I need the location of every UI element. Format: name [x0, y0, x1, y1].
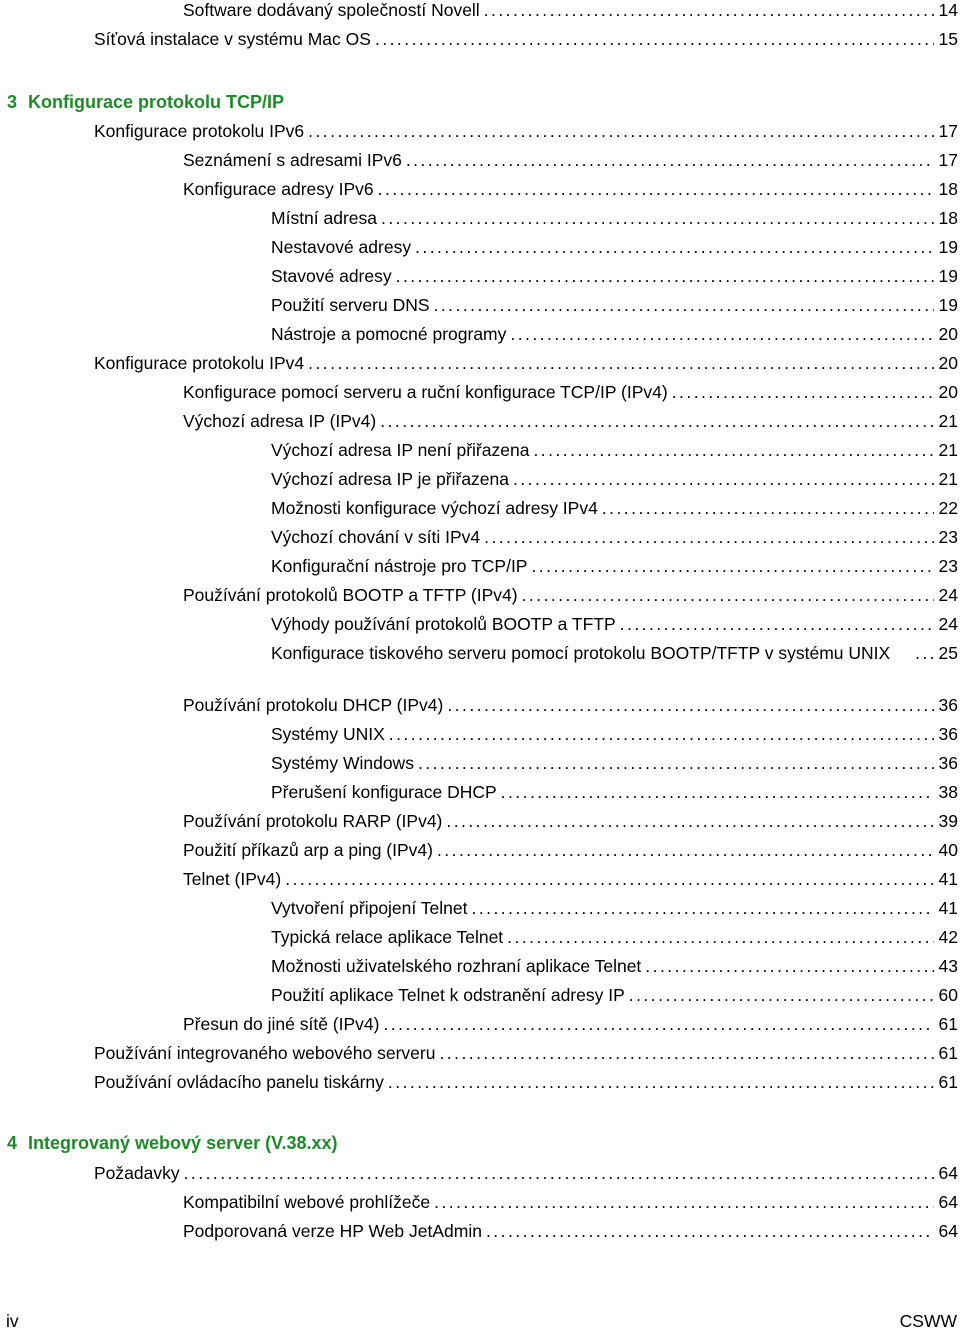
toc-entry[interactable]	[183, 1218, 958, 1244]
toc-entry-title: Výchozí adresa IP je přiřazena	[271, 469, 510, 489]
toc-entry[interactable]	[183, 0, 958, 23]
toc-entry-page: 21	[938, 440, 958, 460]
toc-entry-title: Telnet (IPv4)	[183, 869, 282, 889]
toc-entry-title: Konfigurace tiskového serveru pomocí protokolu BOOTP/TFTP v systému UNIX	[271, 643, 891, 663]
dot-leader	[915, 640, 934, 666]
toc-entry-page: 19	[938, 237, 958, 257]
toc-entry[interactable]	[271, 495, 958, 521]
toc-entry[interactable]	[183, 837, 958, 863]
toc-entry-page: 19	[938, 266, 958, 286]
toc-entry-page: 61	[938, 1043, 958, 1063]
footer-label: CSWW	[899, 1311, 957, 1331]
dot-leader	[389, 721, 934, 747]
toc-entry-title: Vytvoření připojení Telnet	[271, 898, 468, 918]
page-number: iv	[6, 1311, 19, 1331]
dot-leader	[484, 524, 934, 550]
toc-entry-title: Konfigurace adresy IPv6	[183, 179, 374, 199]
toc-entry[interactable]	[183, 582, 958, 608]
toc-entry-page: 15	[938, 29, 958, 49]
toc-entry-page: 18	[938, 208, 958, 228]
toc-entry[interactable]	[183, 379, 958, 405]
dot-leader	[184, 1160, 934, 1186]
toc-entry-title: Kompatibilní webové prohlížeče	[183, 1192, 431, 1212]
toc-entry-page: 39	[938, 811, 958, 831]
toc-entry-title: Výhody používání protokolů BOOTP a TFTP	[271, 614, 616, 634]
chapter-title: Konfigurace protokolu TCP/IP	[28, 92, 285, 112]
toc-entry-page: 25	[938, 643, 958, 663]
dot-leader	[629, 982, 934, 1008]
toc-entry[interactable]	[183, 866, 958, 892]
toc-entry-page: 42	[938, 927, 958, 947]
toc-entry-title: Výchozí adresa IP není přiřazena	[271, 440, 530, 460]
toc-entry-page: 36	[938, 695, 958, 715]
toc-entry-title: Seznámení s adresami IPv6	[183, 150, 402, 170]
toc-entry[interactable]	[271, 321, 958, 347]
dot-leader	[418, 750, 934, 776]
dot-leader	[645, 953, 934, 979]
toc-entry-title: Přesun do jiné sítě (IPv4)	[183, 1014, 380, 1034]
toc-entry[interactable]	[94, 118, 958, 144]
dot-leader	[380, 408, 934, 434]
dot-leader	[439, 1040, 934, 1066]
dot-leader	[308, 118, 934, 144]
toc-entry-title: Používání protokolu RARP (IPv4)	[183, 811, 443, 831]
toc-entry-page: 64	[938, 1163, 958, 1183]
dot-leader	[396, 263, 934, 289]
toc-entry-page: 20	[938, 324, 958, 344]
toc-entry-title: Systémy UNIX	[271, 724, 385, 744]
dot-leader	[472, 895, 934, 921]
toc-entry[interactable]	[183, 147, 958, 173]
toc-entry-page: 64	[938, 1221, 958, 1241]
toc-entry[interactable]	[94, 1160, 958, 1186]
toc-entry-title: Konfigurační nástroje pro TCP/IP	[271, 556, 528, 576]
toc-entry[interactable]	[271, 924, 958, 950]
toc-entry-page: 60	[938, 985, 958, 1005]
toc-entry-page: 38	[938, 782, 958, 802]
chapter-number: 3	[7, 92, 18, 112]
toc-entry[interactable]	[271, 205, 958, 231]
toc-entry[interactable]	[271, 640, 958, 666]
dot-leader	[486, 1218, 934, 1244]
toc-entry-title: Přerušení konfigurace DHCP	[271, 782, 497, 802]
toc-entry-page: 20	[938, 353, 958, 373]
toc-entry-title: Typická relace aplikace Telnet	[271, 927, 504, 947]
dot-leader	[406, 147, 934, 173]
toc-entry-title: Nestavové adresy	[271, 237, 412, 257]
dot-leader	[434, 292, 934, 318]
chapter-title: Integrovaný webový server (V.38.xx)	[28, 1133, 338, 1153]
dot-leader	[672, 379, 934, 405]
dot-leader	[415, 234, 934, 260]
toc-entry-page: 41	[938, 898, 958, 918]
toc-entry-page: 24	[938, 614, 958, 634]
toc-entry[interactable]	[271, 750, 958, 776]
toc-entry[interactable]	[271, 982, 958, 1008]
toc-entry-title: Používání ovládacího panelu tiskárny	[94, 1072, 384, 1092]
toc-entry[interactable]	[271, 234, 958, 260]
dot-leader	[308, 350, 934, 376]
toc-entry[interactable]	[183, 1011, 958, 1037]
dot-leader	[620, 611, 934, 637]
toc-entry-title: Používání protokolů BOOTP a TFTP (IPv4)	[183, 585, 518, 605]
toc-entry-title: Stavové adresy	[271, 266, 392, 286]
dot-leader	[533, 437, 934, 463]
toc-entry-page: 36	[938, 724, 958, 744]
toc-entry[interactable]	[94, 26, 958, 52]
toc-entry[interactable]	[271, 953, 958, 979]
toc-entry-page: 61	[938, 1072, 958, 1092]
toc-entry[interactable]	[271, 292, 958, 318]
toc-entry[interactable]	[94, 350, 958, 376]
dot-leader	[484, 0, 934, 23]
toc-entry-page: 43	[938, 956, 958, 976]
dot-leader	[447, 692, 934, 718]
dot-leader	[375, 26, 934, 52]
toc-entry-page: 23	[938, 556, 958, 576]
toc-entry-title: Použití serveru DNS	[271, 295, 430, 315]
toc-entry-title: Požadavky	[94, 1163, 180, 1183]
chapter-heading[interactable]	[7, 1130, 338, 1156]
toc-entry-page: 24	[938, 585, 958, 605]
dot-leader	[388, 1069, 934, 1095]
dot-leader	[522, 582, 934, 608]
toc-entry[interactable]	[183, 176, 958, 202]
toc-entry-title: Možnosti uživatelského rozhraní aplikace Telnet	[271, 956, 642, 976]
toc-entry-page: 23	[938, 527, 958, 547]
toc-entry[interactable]	[271, 611, 958, 637]
dot-leader	[383, 1011, 934, 1037]
toc-entry[interactable]	[183, 692, 958, 718]
toc-entry[interactable]	[271, 721, 958, 747]
dot-leader	[381, 205, 934, 231]
dot-leader	[507, 924, 934, 950]
toc-entry-page: 36	[938, 753, 958, 773]
dot-leader	[437, 837, 934, 863]
toc-entry-title: Výchozí adresa IP (IPv4)	[183, 411, 377, 431]
dot-leader	[446, 808, 934, 834]
toc-entry-page: 14	[938, 0, 958, 20]
chapter-heading[interactable]	[7, 89, 284, 115]
toc-entry-page: 40	[938, 840, 958, 860]
dot-leader	[434, 1189, 934, 1215]
chapter-number: 4	[7, 1133, 18, 1153]
toc-entry[interactable]	[183, 1189, 958, 1215]
toc-entry[interactable]	[271, 263, 958, 289]
toc-entry-page: 64	[938, 1192, 958, 1212]
dot-leader	[510, 321, 934, 347]
toc-entry[interactable]	[183, 808, 958, 834]
toc-entry-page: 41	[938, 869, 958, 889]
toc-entry[interactable]	[94, 1069, 958, 1095]
toc-entry[interactable]	[271, 437, 958, 463]
toc-entry[interactable]	[271, 466, 958, 492]
toc-entry[interactable]	[271, 779, 958, 805]
toc-entry-title: Možnosti konfigurace výchozí adresy IPv4	[271, 498, 598, 518]
toc-entry-title: Konfigurace protokolu IPv6	[94, 121, 305, 141]
toc-entry-title: Konfigurace protokolu IPv4	[94, 353, 305, 373]
toc-entry-title: Používání protokolu DHCP (IPv4)	[183, 695, 444, 715]
dot-leader	[513, 466, 934, 492]
toc-entry-title: Software dodávaný společností Novell	[183, 0, 480, 20]
dot-leader	[501, 779, 934, 805]
toc-entry-page: 21	[938, 411, 958, 431]
toc-entry-title: Používání integrovaného webového serveru	[94, 1043, 436, 1063]
dot-leader	[602, 495, 934, 521]
dot-leader	[378, 176, 934, 202]
toc-entry-page: 22	[938, 498, 958, 518]
toc-entry-page: 18	[938, 179, 958, 199]
toc-entry-title: Síťová instalace v systému Mac OS	[94, 29, 371, 49]
toc-entry[interactable]	[94, 1040, 958, 1066]
toc-entry-title: Použití aplikace Telnet k odstranění adresy IP	[271, 985, 625, 1005]
toc-entry[interactable]	[271, 524, 958, 550]
toc-entry-title: Podporovaná verze HP Web JetAdmin	[183, 1221, 482, 1241]
toc-entry-page: 17	[938, 121, 958, 141]
toc-entry[interactable]	[271, 553, 958, 579]
toc-entry-title: Nástroje a pomocné programy	[271, 324, 507, 344]
toc-entry-page: 19	[938, 295, 958, 315]
toc-entry-title: Výchozí chování v síti IPv4	[271, 527, 481, 547]
toc-entry-page: 61	[938, 1014, 958, 1034]
dot-leader	[531, 553, 934, 579]
dot-leader	[285, 866, 934, 892]
toc-entry[interactable]	[183, 408, 958, 434]
toc-entry[interactable]	[271, 895, 958, 921]
toc-entry-page: 20	[938, 382, 958, 402]
toc-entry-title: Místní adresa	[271, 208, 378, 228]
toc-entry-title: Systémy Windows	[271, 753, 414, 773]
toc-entry-page: 17	[938, 150, 958, 170]
toc-entry-title: Použití příkazů arp a ping (IPv4)	[183, 840, 433, 860]
toc-entry-title: Konfigurace pomocí serveru a ruční konfigurace TCP/IP (IPv4)	[183, 382, 668, 402]
toc-entry-page: 21	[938, 469, 958, 489]
